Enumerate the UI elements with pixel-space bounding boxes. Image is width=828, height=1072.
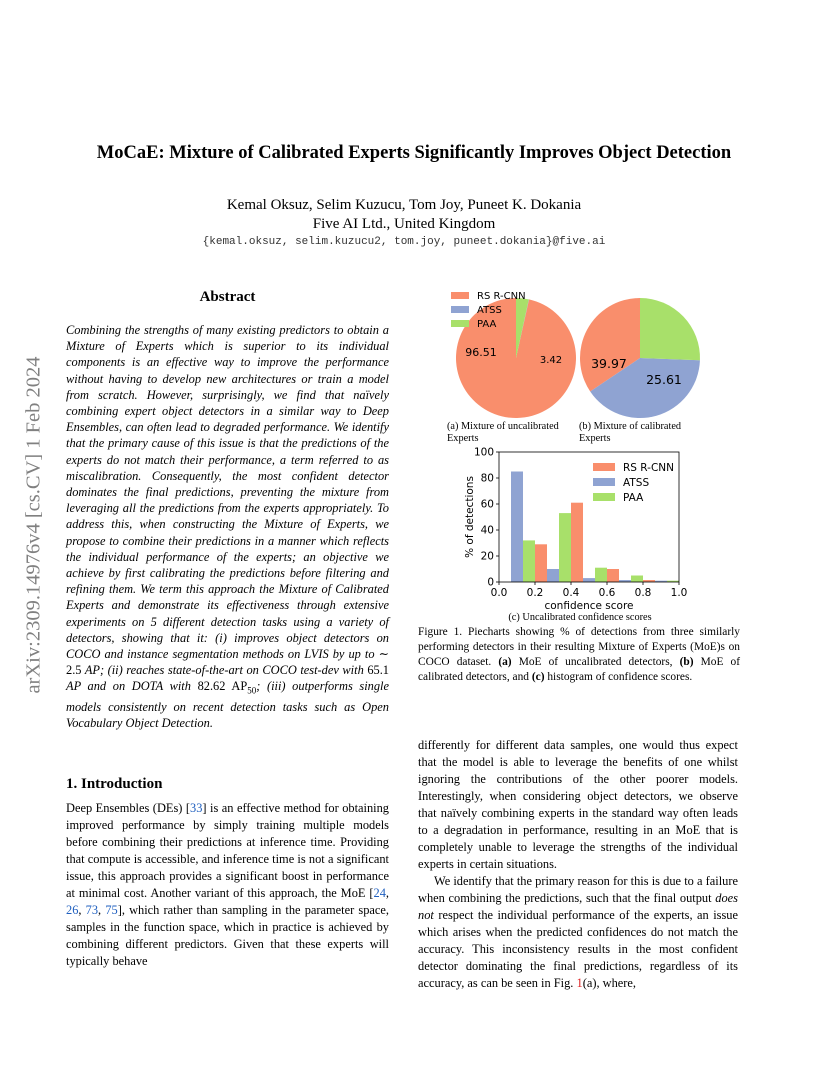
histogram-chart xyxy=(464,447,687,613)
citation-link[interactable]: 24 xyxy=(373,886,386,900)
author-names: Kemal Oksuz, Selim Kuzucu, Tom Joy, Puneet K. Dokania xyxy=(226,197,582,213)
y-tick-label: 100 xyxy=(473,446,494,459)
y-tick-label: 80 xyxy=(480,472,494,485)
x-tick-label: 0.6 xyxy=(598,587,616,599)
pie-value-label: 39.97 xyxy=(591,356,627,371)
arxiv-side-label xyxy=(20,295,48,755)
section-heading-introduction: 1. Introduction xyxy=(66,776,163,792)
y-tick-label: 20 xyxy=(480,550,494,563)
bar-atss xyxy=(583,578,595,582)
paragraph: differently for different data samples, one would thus expect that the model is able to leverage the benefits of one whilst ignoring the contributions of the other poorer models. Interestingly, when considering object detectors, we observe that naïvely combining experts in the standard way often leads to a degradation in performance, resulting in an MoE that is completely unable to leverage the strengths of the individual experts in certain situations. xyxy=(418,738,738,871)
y-tick-label: 0 xyxy=(487,576,494,589)
figure-1 xyxy=(415,280,745,625)
x-axis-label: confidence score xyxy=(544,600,634,612)
y-axis-label: % of detections xyxy=(464,476,476,558)
paper-title: MoCaE: Mixture of Calibrated Experts Significantly Improves Object Detection xyxy=(96,143,732,163)
citation-link[interactable]: 75 xyxy=(105,903,118,917)
legend-swatch xyxy=(451,306,469,313)
legend-swatch xyxy=(593,493,615,501)
paragraph: We identify that the primary reason for this is due to a failure when combining the predictions, such that the final output does not respect the individual performance of the experts, an issue which arises when the predicted confidences do not match the accuracy. This inconsistency results in the most confident detector dominating the final predictions, regardless of its accuracy, as can be seen in Fig. 1(a), where, xyxy=(418,874,738,990)
bar-paa xyxy=(523,540,535,582)
bar-rs-r-cnn xyxy=(535,544,547,582)
pie-value-label: 3.42 xyxy=(539,355,563,366)
bar-paa xyxy=(631,576,643,583)
pie-value-label: 96.51 xyxy=(465,346,497,359)
citation-link[interactable]: 26 xyxy=(66,903,79,917)
introduction-text: Deep Ensembles (DEs) [33] is an effective method for obtaining improved performance by simply training multiple models before combining their predictions at inference time. Providing that compute is accessible, and inference time is not a significant issue, this approach provides a significant boost in performance at minimal cost. Another variant of this approach, the MoE [24, 26, 73, 75], which rather than sampling in the parameter space, samples in the function space, which in practice is achieved by combining different predictors. Given that these experts will typically behave xyxy=(66,801,390,968)
subcaption-a: (a) Mixture of uncalibrated Experts xyxy=(447,421,559,444)
pie-chart-calibrated xyxy=(580,298,700,418)
x-tick-label: 0.2 xyxy=(526,587,544,599)
abstract-text: Combining the strengths of many existing predictors to obtain a Mixture of Experts which is superior to its individual components is an effective way to improve the performance without having to develop new architectures or train a model from scratch. However, surprisingly, we find that naïvely combining expert object detectors in a similar way to Deep Ensembles, can often lead to degraded performance. We identify that the primary cause of this issue is that the predictions of the experts do not match their performance, a term referred to as miscalibration. Consequently, the most confident detector dominates the final predictions, preventing the mixture from leveraging all the predictions from the experts appropriately. To address this, when constructing the Mixture of Experts, we propose to combine their predictions in a manner which reflects the individual performance of the experts; an objective we achieve by first calibrating the predictions before filtering and refining them. We term this approach the Mixture of Calibrated Experts and demonstrate its effectiveness through extensive experiments on 5 different detection tasks using a variety of detectors, showing that it: (i) improves object detectors on COCO and instance segmentation methods on LVIS by up to ∼ 2.5 AP; (ii) reaches state-of-the-art on COCO test-dev with 65.1 AP and on DOTA with 82.62 $AP_{50}$; (iii) outperforms single models consistently on recent detection tasks such as Open Vocabulary Object Detection. xyxy=(66,323,389,731)
legend-label: PAA xyxy=(477,319,497,330)
legend-label: RS R-CNN xyxy=(477,291,526,302)
arxiv-identifier: arXiv:2309.14976v4 [cs.CV] 1 Feb 2024 xyxy=(22,356,45,694)
x-tick-label: 1.0 xyxy=(670,587,688,599)
bar-paa xyxy=(559,513,571,582)
x-tick-label: 0.8 xyxy=(634,587,652,599)
pie-slice-paa xyxy=(640,298,700,360)
figure-reference-link[interactable]: 1 xyxy=(576,976,583,990)
legend-label: PAA xyxy=(623,492,644,504)
right-column-text xyxy=(418,737,738,992)
legend-label: ATSS xyxy=(623,477,650,489)
subcaption-b: (b) Mixture of calibrated Experts xyxy=(579,421,682,444)
legend-swatch xyxy=(451,292,469,299)
author-block xyxy=(0,196,808,234)
y-tick-label: 40 xyxy=(480,524,494,537)
legend-label: RS R-CNN xyxy=(623,462,674,474)
affiliation: Five AI Ltd., United Kingdom xyxy=(312,216,496,232)
author-emails: {kemal.oksuz, selim.kuzucu2, tom.joy, puneet.dokania}@five.ai xyxy=(202,236,606,248)
pie-chart-uncalibrated xyxy=(456,298,576,418)
citation-link[interactable]: 33 xyxy=(190,801,203,815)
bar-paa xyxy=(595,568,607,582)
bar-atss xyxy=(511,472,523,583)
subcaption-c: (c) Uncalibrated confidence scores xyxy=(508,612,652,623)
pie-value-label: 25.61 xyxy=(646,372,682,387)
abstract-heading: Abstract xyxy=(199,289,256,305)
bar-rs-r-cnn xyxy=(607,569,619,582)
legend-swatch xyxy=(593,463,615,471)
legend-label: ATSS xyxy=(477,305,502,316)
legend-swatch xyxy=(593,478,615,486)
bar-rs-r-cnn xyxy=(571,503,583,582)
y-tick-label: 60 xyxy=(480,498,494,511)
figure-caption: Figure 1. Piecharts showing % of detections from three similarly performing detectors in their resulting Mixture of Experts (MoE)s on COCO dataset. (a) MoE of uncalibrated detectors, (b) MoE of calibrated detectors, and (c) histogram of confidence scores. xyxy=(418,626,740,683)
legend-swatch xyxy=(451,320,469,327)
x-tick-label: 0.0 xyxy=(490,587,508,599)
citation-link[interactable]: 73 xyxy=(85,903,99,917)
bar-atss xyxy=(547,569,559,582)
x-tick-label: 0.4 xyxy=(562,587,580,599)
